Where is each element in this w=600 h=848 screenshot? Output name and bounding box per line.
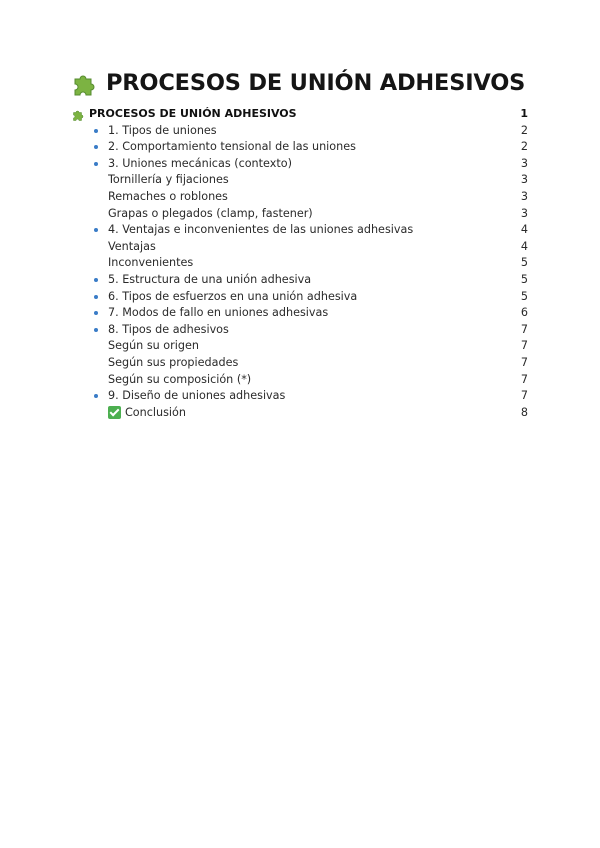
toc-subentry[interactable] [72,338,528,355]
toc-entry-label: 7. Modos de fallo en uniones adhesivas [108,306,329,320]
toc-subentry[interactable] [72,239,528,256]
bullet-icon [94,145,98,149]
toc-entry-label: Remaches o roblones [108,189,228,203]
toc-entry-label: Tornillería y fijaciones [108,173,229,187]
puzzle-icon [72,108,85,121]
toc-subentry[interactable] [72,372,528,389]
toc-entry-label: 8. Tipos de adhesivos [108,322,229,336]
toc-entry-label: Grapas o plegados (clamp, fastener) [108,206,313,220]
toc-entry[interactable] [72,305,528,322]
toc-entry-label: 9. Diseño de uniones adhesivas [108,389,286,403]
bullet-icon [94,228,98,232]
document-title [72,70,532,96]
toc-entry-page: 7 [520,322,528,336]
toc-entry[interactable] [72,289,528,306]
toc-subentry[interactable] [72,355,528,372]
toc-entry-page: 7 [520,372,528,386]
toc-subentry[interactable] [72,206,528,223]
toc-entry[interactable] [72,272,528,289]
toc-entry-page: 1 [520,107,528,120]
toc-entry[interactable] [72,388,528,405]
bullet-icon [94,328,98,332]
toc-entry[interactable] [72,222,528,239]
toc-entry-label: 1. Tipos de uniones [108,123,217,137]
toc-entry[interactable] [72,123,528,140]
toc-entry[interactable] [72,322,528,339]
toc-entry-label: Según sus propiedades [108,355,239,369]
toc-main-entry[interactable] [72,106,528,123]
toc-entry-page: 3 [520,189,528,203]
document-title-text: PROCESOS DE UNIÓN ADHESIVOS [106,70,526,96]
toc-entry-page: 2 [520,123,528,137]
toc-entry-label: Según su origen [108,339,199,353]
toc-entry-label: Inconvenientes [108,256,194,270]
check-mark-icon [108,406,121,419]
toc-entry-page: 2 [520,140,528,154]
toc-entry-page: 3 [520,156,528,170]
bullet-icon [94,394,98,398]
bullet-icon [94,278,98,282]
puzzle-icon [72,70,98,96]
table-of-contents [72,106,528,421]
toc-subentry[interactable] [72,255,528,272]
toc-entry-page: 3 [520,206,528,220]
toc-entry-page: 3 [520,173,528,187]
toc-entry-label: Conclusión [125,405,186,419]
bullet-icon [94,129,98,133]
toc-entry[interactable] [72,156,528,173]
toc-entry-label: 3. Uniones mecánicas (contexto) [108,156,292,170]
bullet-icon [94,295,98,299]
toc-entry-page: 5 [520,289,528,303]
bullet-icon [94,311,98,315]
toc-subentry[interactable] [72,189,528,206]
toc-entry-page: 5 [520,256,528,270]
toc-entry-label: 4. Ventajas e inconvenientes de las uniones adhesivas [108,223,414,237]
bullet-icon [94,162,98,166]
toc-entry-label: 6. Tipos de esfuerzos en una unión adhesiva [108,289,358,303]
toc-entry-page: 7 [520,339,528,353]
toc-entry-label: Ventajas [108,239,156,253]
toc-entry-label: Según su composición (*) [108,372,252,386]
toc-entry-label: 2. Comportamiento tensional de las uniones [108,140,356,154]
toc-entry-page: 8 [520,405,528,419]
toc-subentry[interactable] [72,172,528,189]
toc-entry[interactable] [72,139,528,156]
toc-entry-page: 6 [520,306,528,320]
toc-entry-label: 5. Estructura de una unión adhesiva [108,272,312,286]
toc-subentry-conclusion[interactable] [72,405,528,422]
toc-entry-page: 5 [520,272,528,286]
toc-entry-label: PROCESOS DE UNIÓN ADHESIVOS [89,107,297,120]
toc-entry-page: 7 [520,355,528,369]
toc-entry-page: 7 [520,389,528,403]
toc-entry-page: 4 [520,239,528,253]
toc-entry-page: 4 [520,223,528,237]
